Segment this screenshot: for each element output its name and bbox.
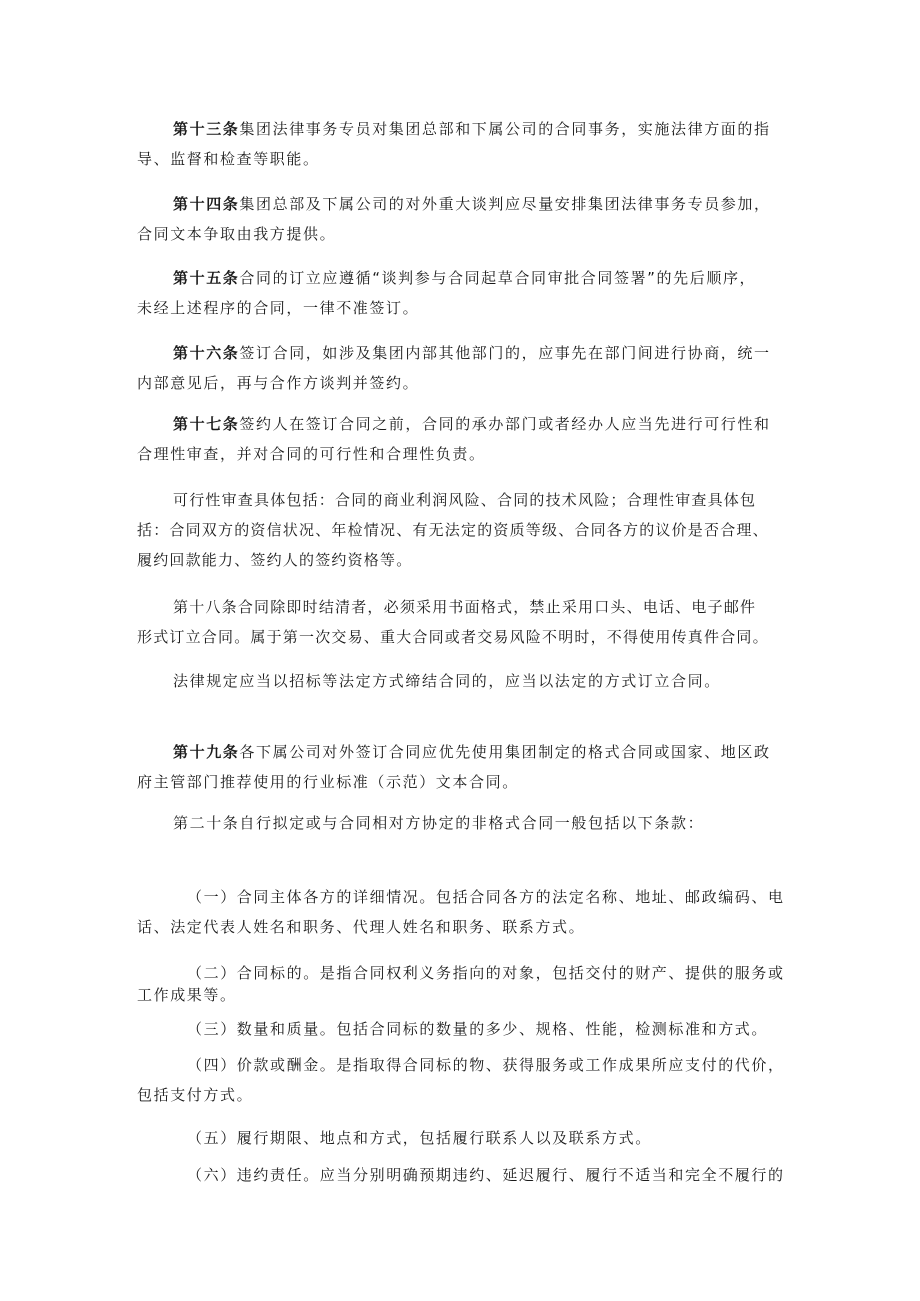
article-text: 府主管部门推荐使用的行业标准（示范）文本合同。 [137, 773, 519, 791]
article-text: 合同文本争取由我方提供。 [137, 225, 337, 243]
article-16 [137, 338, 797, 398]
article-heading: 第十七条 [173, 415, 240, 433]
article-heading: 第十八条 [173, 598, 238, 616]
article-heading: 第十五条 [173, 269, 240, 287]
article-text: 集团总部及下属公司的对外重大谈判应尽量安排集团法律事务专员参加， [239, 195, 771, 213]
article-13 [137, 114, 797, 174]
paragraph-line: 履约回款能力、签约人的签约资格等。 [137, 551, 413, 569]
clause-item-6 [137, 1160, 797, 1190]
clause-item-1 [137, 882, 797, 942]
article-text: 签订合同，如涉及集团内部其他部门的，应事先在部门间进行协商，统一 [239, 344, 771, 362]
article-text: 内部意见后，再与合作方谈判并签约。 [137, 374, 420, 392]
paragraph-line: （三）数量和质量。包括合同标的数量的多少、规格、性能，检测标准和方式。 [187, 1020, 769, 1038]
article-heading: 第十四条 [173, 195, 240, 213]
paragraph-line: 工作成果等。 [137, 986, 237, 1004]
feasibility-paragraph [137, 485, 797, 575]
article-text: 导、监督和检查等职能。 [137, 150, 320, 168]
clause-item-4 [137, 1050, 797, 1110]
paragraph-line: （一）合同主体各方的详细情况。包括合同各方的法定名称、地址、邮政编码、电 [187, 888, 785, 906]
article-text: 合同除即时结清者，必须采用书面格式，禁止采用口头、电话、电子邮件 [237, 598, 757, 616]
article-text: 合理性审查，并对合同的可行性和合理性负责。 [137, 445, 486, 463]
article-heading: 第十六条 [173, 344, 240, 362]
article-15 [137, 263, 797, 323]
article-text: 形式订立合同。属于第一次交易、重大合同或者交易风险不明时，不得使用传真件合同。 [137, 628, 769, 646]
paragraph-line: （六）违约责任。应当分别明确预期违约、延迟履行、履行不适当和完全不履行的 [187, 1166, 785, 1184]
article-text: 集团法律事务专员对集团总部和下属公司的合同事务，实施法律方面的指 [239, 120, 771, 138]
article-heading: 第十九条 [173, 743, 240, 761]
article-text: 合同的订立应遵循“谈判参与合同起草合同审批合同签署”的先后顺序， [239, 269, 757, 287]
article-19 [137, 737, 797, 797]
law-note-paragraph [137, 666, 797, 696]
article-text: 自行拟定或与合同相对方协定的非格式合同一般包括以下条款： [239, 814, 705, 832]
paragraph-line: 可行性审查具体包括：合同的商业利润风险、合同的技术风险；合理性审查具体包 [173, 491, 757, 509]
paragraph-line: （四）价款或酬金。是指取得合同标的物、获得服务或工作成果所应支付的代价， [187, 1056, 785, 1074]
article-text: 未经上述程序的合同，一律不准签订。 [137, 299, 420, 317]
paragraph-line: 括：合同双方的资信状况、年检情况、有无法定的资质等级、合同各方的议价是否合理、 [137, 521, 769, 539]
paragraph-line: 法律规定应当以招标等法定方式缔结合同的，应当以法定的方式订立合同。 [173, 672, 721, 690]
article-14 [137, 189, 797, 249]
article-heading: 第十三条 [173, 120, 240, 138]
paragraph-line: 话、法定代表人姓名和职务、代理人姓名和职务、联系方式。 [137, 918, 586, 936]
article-20 [137, 808, 797, 838]
paragraph-line: （二）合同标的。是指合同权利义务指向的对象，包括交付的财产、提供的服务或 [187, 964, 785, 982]
clause-item-2 [137, 962, 797, 1006]
paragraph-line: 包括支付方式。 [137, 1086, 254, 1104]
paragraph-line: （五）履行期限、地点和方式，包括履行联系人以及联系方式。 [187, 1129, 652, 1147]
article-heading: 第二十条 [173, 814, 240, 832]
clause-item-3 [137, 1014, 797, 1044]
article-17 [137, 409, 797, 469]
article-text: 签约人在签订合同之前，合同的承办部门或者经办人应当先进行可行性和 [239, 415, 771, 433]
article-text: 各下属公司对外签订合同应优先使用集团制定的格式合同或国家、地区政 [239, 743, 771, 761]
article-18 [137, 592, 797, 652]
clause-item-5 [137, 1123, 797, 1153]
